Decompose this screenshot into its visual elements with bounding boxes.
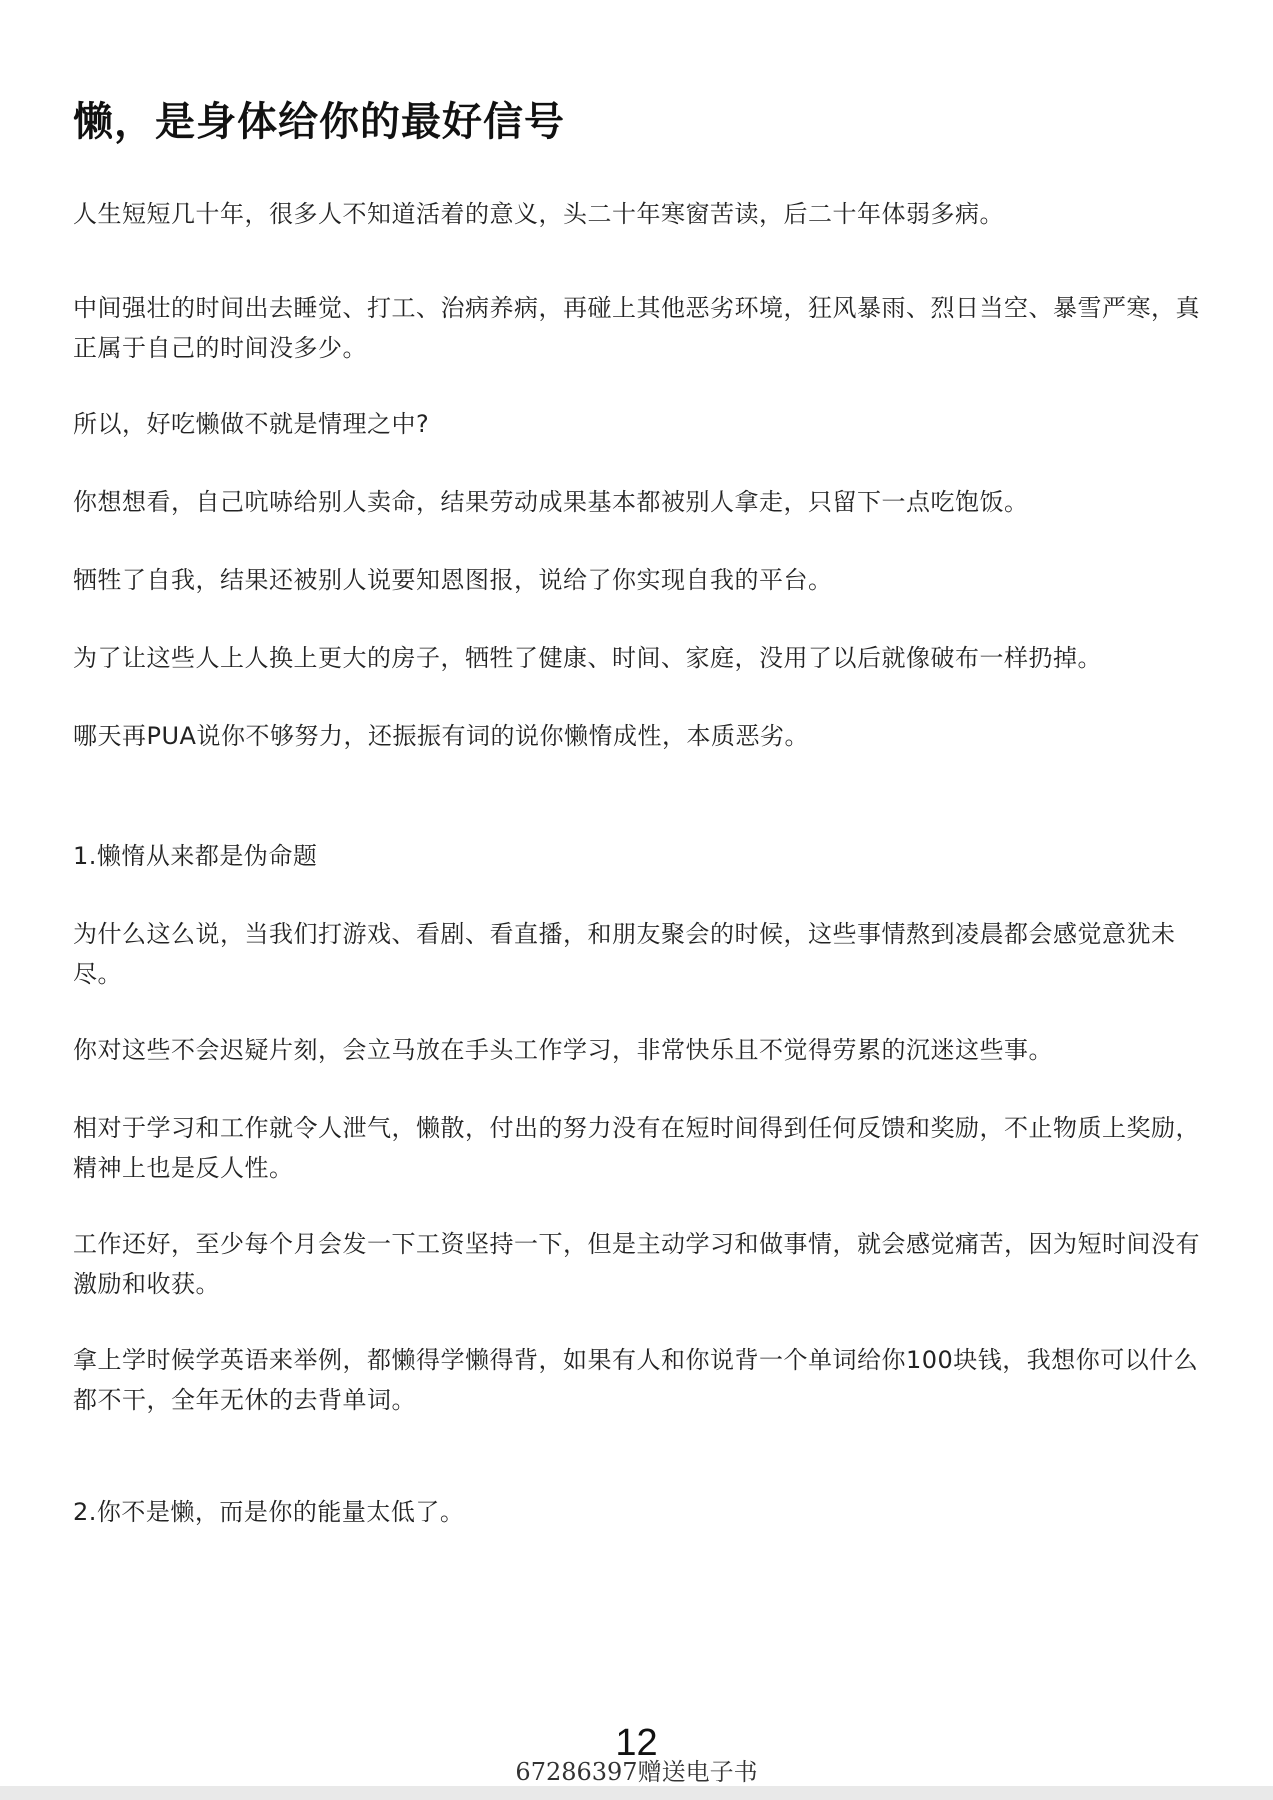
paragraph: 你对这些不会迟疑片刻，会立马放在手头工作学习，非常快乐且不觉得劳累的沉迷这些事。: [73, 1036, 1053, 1064]
paragraph: 牺牲了自我，结果还被别人说要知恩图报，说给了你实现自我的平台。: [73, 566, 833, 594]
section-heading: 1.懒惰从来都是伪命题: [73, 842, 318, 870]
paragraph: 哪天再PUA说你不够努力，还振振有词的说你懒惰成性，本质恶劣。: [73, 722, 809, 750]
paragraph: 所以，好吃懒做不就是情理之中?: [73, 410, 430, 438]
paragraph: 人生短短几十年，很多人不知道活着的意义，头二十年寒窗苦读，后二十年体弱多病。: [73, 200, 1004, 228]
paragraph: 为什么这么说，当我们打游戏、看剧、看直播，和朋友聚会的时候，这些事情熬到凌晨都会感觉意犹未尽。: [73, 920, 1176, 988]
paragraph: 中间强壮的时间出去睡觉、打工、治病养病，再碰上其他恶劣环境，狂风暴雨、烈日当空、暴雪严寒，真正属于自己的时间没多少。: [73, 294, 1200, 362]
page-number: 12: [615, 1722, 658, 1764]
paragraph: 工作还好，至少每个月会发一下工资坚持一下，但是主动学习和做事情，就会感觉痛苦，因为短时间没有激励和收获。: [73, 1230, 1200, 1298]
watermark-text: 67286397赠送电子书: [515, 1758, 758, 1786]
page-title: 懒，是身体给你的最好信号: [73, 99, 565, 145]
paragraph: 相对于学习和工作就令人泄气，懒散，付出的努力没有在短时间得到任何反馈和奖励，不止物质上奖励，精神上也是反人性。: [73, 1114, 1200, 1182]
paragraph: 拿上学时候学英语来举例，都懒得学懒得背，如果有人和你说背一个单词给你100块钱，我想你可以什么都不干，全年无休的去背单词。: [73, 1346, 1199, 1414]
section-heading: 2.你不是懒，而是你的能量太低了。: [73, 1498, 465, 1526]
page-bottom-edge: [0, 1786, 1273, 1800]
paragraph: 为了让这些人上人换上更大的房子，牺牲了健康、时间、家庭，没用了以后就像破布一样扔掉。: [73, 644, 1102, 672]
paragraph: 你想想看，自己吭哧给别人卖命，结果劳动成果基本都被别人拿走，只留下一点吃饱饭。: [73, 488, 1029, 516]
